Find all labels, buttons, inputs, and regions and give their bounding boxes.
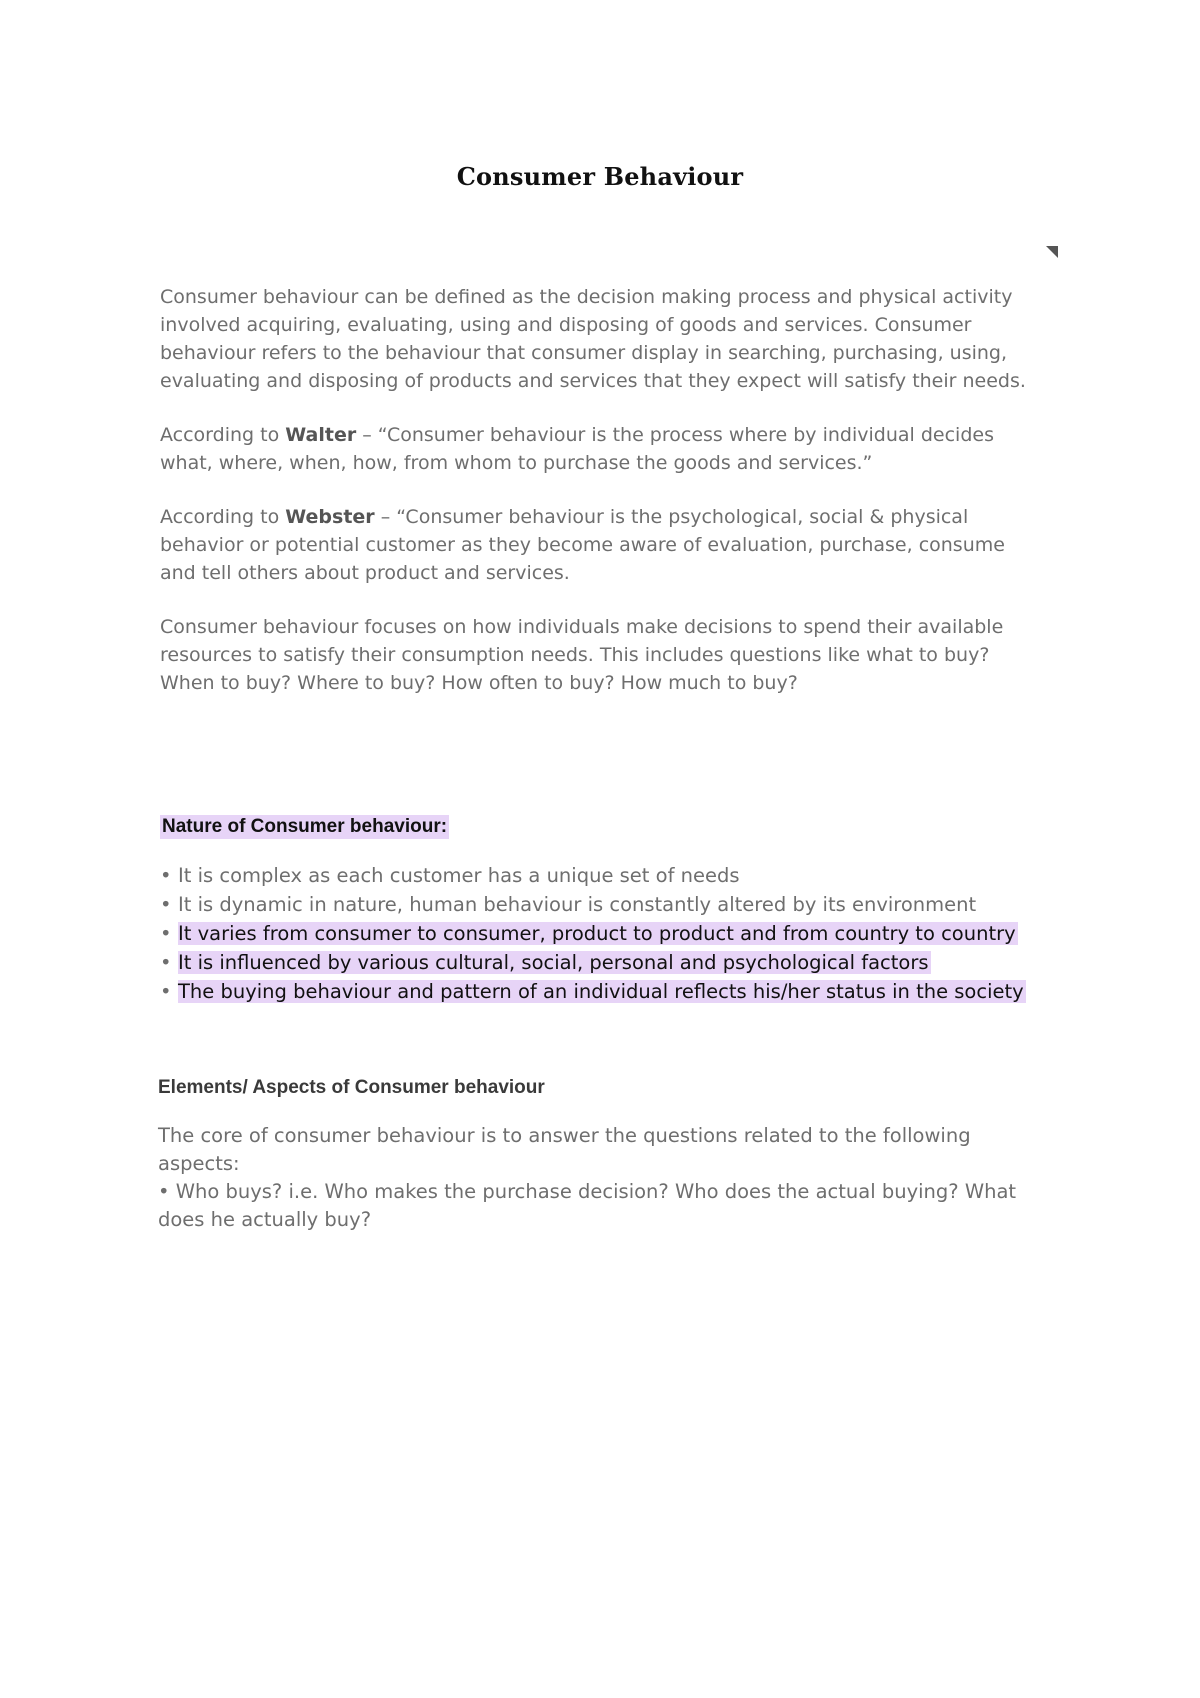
list-item-text-highlighted: It is influenced by various cultural, social, personal and psychological factors <box>178 951 929 974</box>
list-item-text: It is dynamic in nature, human behaviour is constantly altered by its environment <box>178 893 977 916</box>
webster-quote: – “Consumer behaviour is the psychological, social & physical behavior or potential customer as they become aware of evaluation, purchase, consume and tell others about product and services. <box>160 506 1005 584</box>
list-item-text-highlighted: It varies from consumer to consumer, product to product and from country to country <box>178 922 1016 945</box>
bullet-icon: • <box>160 922 172 945</box>
intro-paragraph-webster <box>160 503 1040 587</box>
bullet-icon: • <box>160 980 172 1003</box>
intro-paragraph-definition: Consumer behaviour can be defined as the decision making process and physical activity involved acquiring, evaluating, using and disposing of goods and services. Consumer behaviour refers to the behaviour that consumer display in searching, purchasing, using, evaluating and disposing of products and services that they expect will satisfy their needs. <box>160 286 1026 392</box>
intro-paragraph-walter <box>160 421 1040 477</box>
list-item <box>160 977 1060 1006</box>
page-title: Consumer Behaviour <box>456 162 744 192</box>
bullet-icon: • <box>160 951 172 974</box>
bullet-icon: • <box>160 864 172 887</box>
list-item-text-highlighted: The buying behaviour and pattern of an individual reflects his/her status in the society <box>178 980 1024 1003</box>
corner-marker-icon <box>1046 246 1058 258</box>
nature-list <box>160 861 1060 1006</box>
walter-prefix: According to <box>160 424 286 446</box>
webster-prefix: According to <box>160 506 286 528</box>
list-item <box>160 948 1060 977</box>
walter-name: Walter <box>285 424 357 446</box>
elements-heading: Elements/ Aspects of Consumer behaviour <box>158 1077 545 1098</box>
walter-quote: – “Consumer behaviour is the process where by individual decides what, where, when, how, from whom to purchase the goods and services.” <box>160 424 994 474</box>
list-item <box>160 861 1060 890</box>
intro-paragraph-focus: Consumer behaviour focuses on how individuals make decisions to spend their available resources to satisfy their consumption needs. This includes questions like what to buy? When to buy? Where to buy? How often to buy? How much to buy? <box>160 616 1004 694</box>
list-item-text: It is complex as each customer has a unique set of needs <box>178 864 740 887</box>
list-item <box>160 890 1060 919</box>
nature-heading: Nature of Consumer behaviour: <box>162 816 448 837</box>
bullet-icon: • <box>160 893 172 916</box>
elements-who-buys-text: • Who buys? i.e. Who makes the purchase decision? Who does the actual buying? What does he actually buy? <box>158 1180 1017 1231</box>
elements-core-text: The core of consumer behaviour is to answer the questions related to the following aspects: <box>158 1124 971 1175</box>
list-item <box>160 919 1060 948</box>
webster-name: Webster <box>285 506 375 528</box>
